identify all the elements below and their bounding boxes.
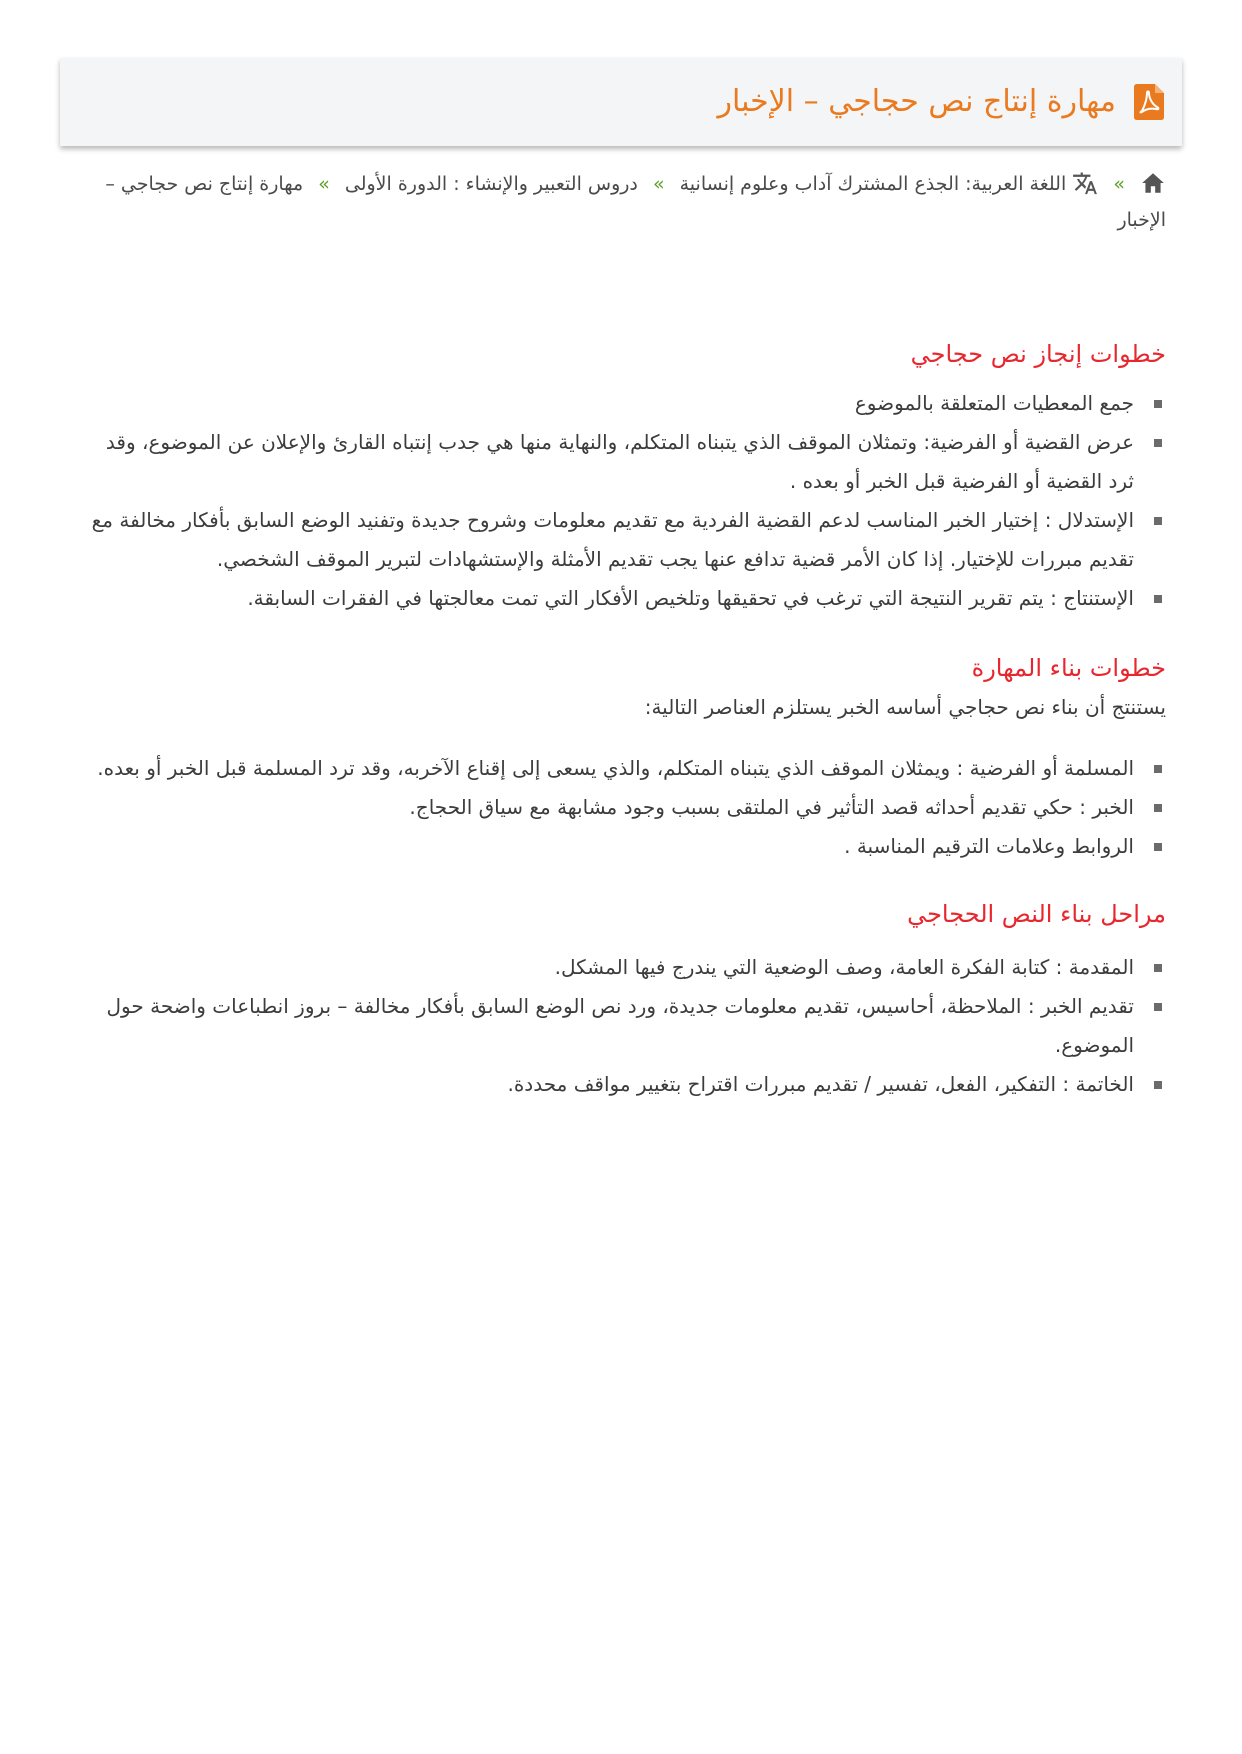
page-title: مهارة إنتاج نص حجاجي – الإخبار [717, 84, 1116, 119]
breadcrumb [90, 166, 1166, 238]
list-item: الخبر : حكي تقديم أحداثه قصد التأثير في الملتقى بسبب وجود مشابهة مع سياق الحجاج. [76, 788, 1166, 827]
breadcrumb-separator: » [652, 173, 665, 195]
breadcrumb-item-current: مهارة إنتاج نص حجاجي – الإخبار [105, 173, 1166, 231]
list-item: عرض القضية أو الفرضية: وتمثلان الموقف الذي يتبناه المتكلم، والنهاية منها هي جدب إنتباه القارئ والإعلان عن الموضوع، وقد ثرد القضية أو الفرضية قبل الخبر أو بعده . [76, 423, 1166, 501]
pdf-icon[interactable] [1134, 84, 1164, 120]
list-item: جمع المعطيات المتعلقة بالموضوع [76, 384, 1166, 423]
list-item: الروابط وعلامات الترقيم المناسبة . [76, 827, 1166, 866]
steps-list [76, 384, 1166, 618]
translate-icon [1072, 170, 1098, 196]
list-item: المسلمة أو الفرضية : ويمثلان الموقف الذي يتبناه المتكلم، والذي يسعى إلى إقناع الآخربه، وقد ترد المسلمة قبل الخبر أو بعده. [76, 749, 1166, 788]
list-item: الإستنتاج : يتم تقرير النتيجة التي ترغب في تحقيقها وتلخيص الأفكار التي تمت معالجتها في الفقرات السابقة. [76, 579, 1166, 618]
home-icon[interactable] [1140, 170, 1166, 196]
section-heading-build: خطوات بناء المهارة [971, 654, 1166, 682]
title-bar [60, 58, 1182, 146]
list-item: المقدمة : كتابة الفكرة العامة، وصف الوضعية التي يندرج فيها المشكل. [76, 948, 1166, 987]
breadcrumb-separator: » [318, 173, 330, 195]
list-item: الخاتمة : التفكير، الفعل، تفسير / تقديم مبررات اقتراح بتغيير مواقف محددة. [76, 1065, 1166, 1104]
section-heading-stages: مراحل بناء النص الحجاجي [907, 900, 1166, 928]
list-item: الإستدلال : إختيار الخبر المناسب لدعم القضية الفردية مع تقديم معلومات وشروح جديدة وتفنيد الوضع السابق بأفكار مخالفة مع تقديم مبررات للإختيار. إذا كان الأمر قضية تدافع عنها يجب تقديم الأمثلة والإستشهادات لتبرير الموقف الشخصي. [76, 501, 1166, 579]
list-item: تقديم الخبر : الملاحظة، أحاسيس، تقديم معلومات جديدة، ورد نص الوضع السابق بأفكار مخالفة – بروز انطباعات واضحة حول الموضوع. [76, 987, 1166, 1065]
stages-list [76, 948, 1166, 1104]
section-intro: يستنتج أن بناء نص حجاجي أساسه الخبر يستلزم العناصر التالية: [644, 695, 1166, 719]
breadcrumb-item-lessons[interactable]: دروس التعبير والإنشاء : الدورة الأولى [344, 173, 638, 195]
build-list [76, 749, 1166, 866]
breadcrumb-separator: » [1113, 173, 1125, 195]
article-content [76, 330, 1166, 1104]
section-heading-steps: خطوات إنجاز نص حجاجي [910, 340, 1166, 368]
breadcrumb-item-subject[interactable]: اللغة العربية: الجذع المشترك آداب وعلوم إنسانية [679, 173, 1067, 195]
